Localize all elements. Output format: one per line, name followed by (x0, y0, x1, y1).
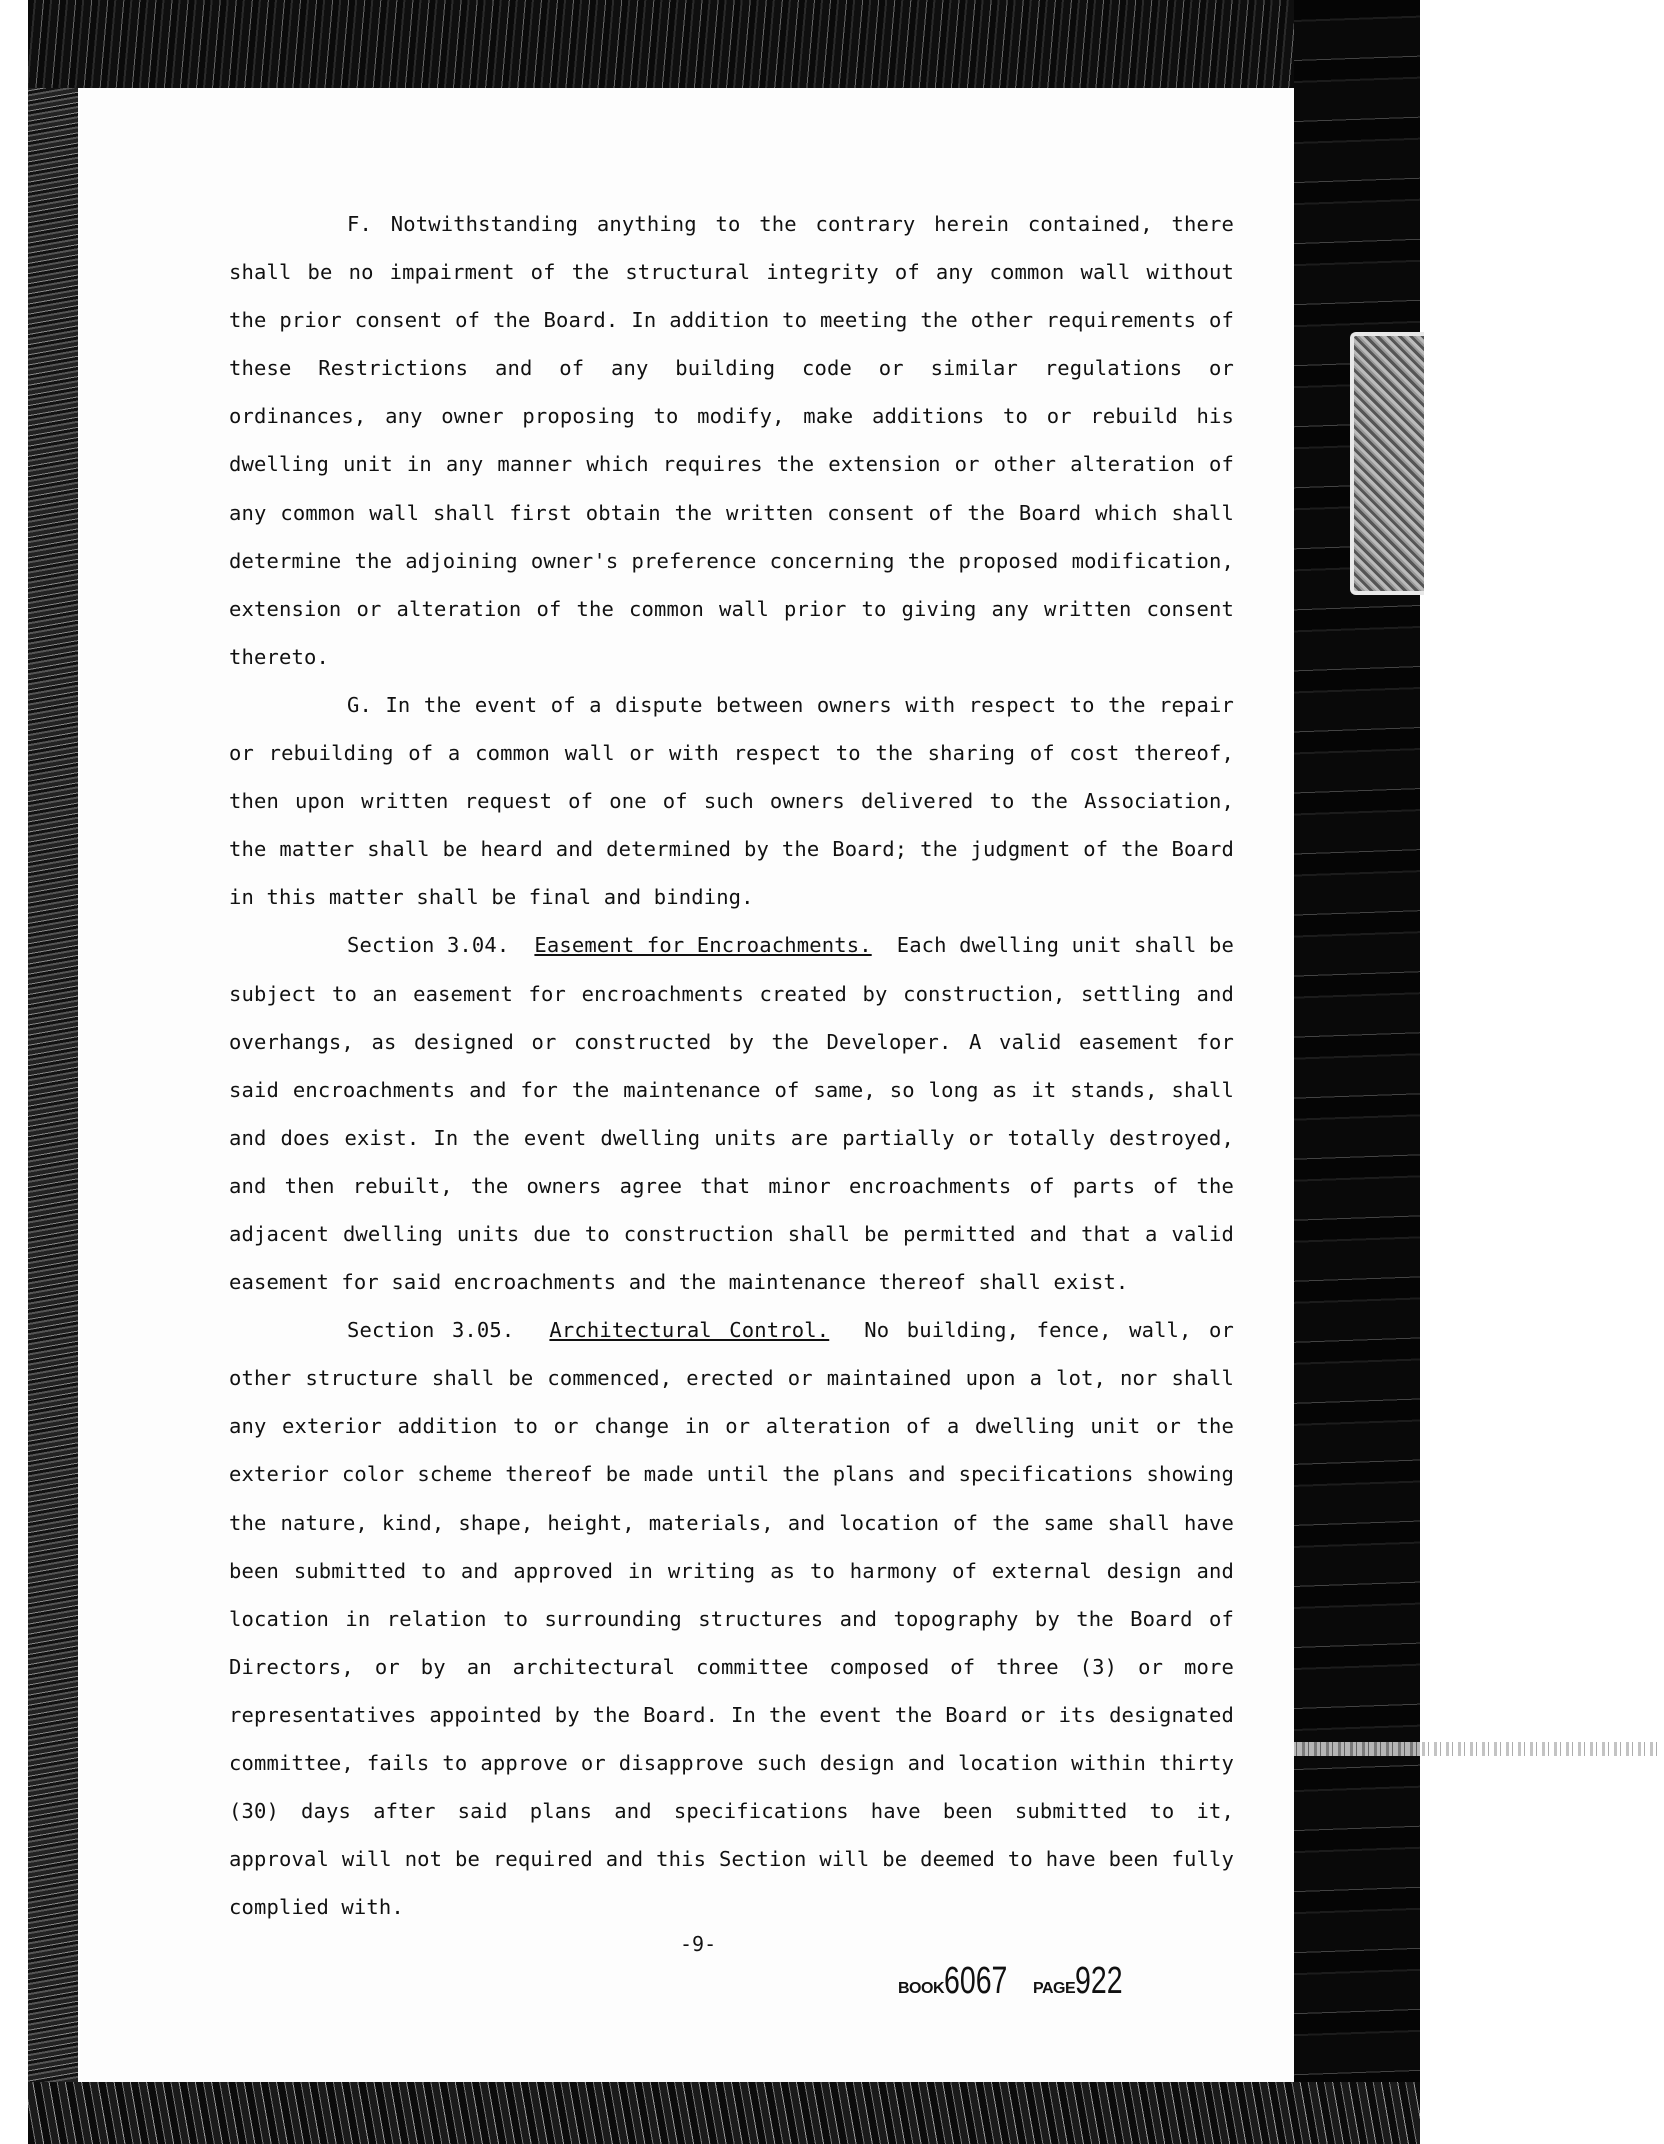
page-number: -9- (680, 1932, 717, 1956)
binder-clip (1350, 332, 1424, 595)
section-3-04: Section 3.04. Easement for Encroachments. Each dwelling unit shall be subject to an easement for encroachments created by construction, settling and overhangs, as designed or constructed by the Developer. A valid easement for said encroachments and for the maintenance of same, so long as it stands, shall and does exist. In the event dwelling units are partially or totally destroyed, and then rebuilt, the owners agree that minor encroachments of parts of the adjacent dwelling units due to construction shall be permitted and that a valid easement for said encroachments and the maintenance thereof shall exist. (229, 933, 1234, 1295)
scan-smudge (1230, 1742, 1660, 1756)
section-heading: Easement for Encroachments. (534, 933, 872, 958)
paragraph-f: F. Notwithstanding anything to the contrary herein contained, there shall be no impairment of the structural integrity of any common wall without the prior consent of the Board. In addition to meeting the other requirements of these Restrictions and of any building code or similar regulations or ordinances, any owner proposing to modify, make additions to or rebuild his dwelling unit in any manner which requires the extension or other alteration of any common wall shall first obtain the written consent of the Board which shall determine the adjoining owner's preference concerning the proposed modification, extension or alteration of the common wall prior to giving any written consent thereto. (229, 212, 1234, 669)
section-heading: Architectural Control. (549, 1318, 830, 1343)
scan-border-bottom (28, 2082, 1420, 2144)
section-label: Section 3.05. (347, 1318, 515, 1343)
book-label: BOOK (898, 1980, 944, 1997)
scan-border-right (1294, 0, 1420, 2144)
document-body (229, 200, 1234, 1931)
paragraph-g: G. In the event of a dispute between owners with respect to the repair or rebuilding of a common wall or with respect to the sharing of cost thereof, then upon written request of one of such owners delivered to the Association, the matter shall be heard and determined by the Board; the judgment of the Board in this matter shall be final and binding. (229, 692, 1234, 910)
scan-border-left (28, 0, 78, 2144)
page-label: PAGE (1033, 1980, 1076, 1997)
section-3-05: Section 3.05. Architectural Control. No building, fence, wall, or other structure shall be commenced, erected or maintained upon a lot, nor shall any exterior addition to or change in or alteration of a dwelling unit or the exterior color scheme thereof be made until the plans and specifications showing the nature, kind, shape, height, materials, and location of the same shall have been submitted to and approved in writing as to harmony of external design and location in relation to surrounding structures and topography by the Board of Directors, or by an architectural committee composed of three (3) or more representatives appointed by the Board. In the event the Board or its designated committee, fails to approve or disapprove such design and location within thirty (30) days after said plans and specifications have been submitted to it, approval will not be required and this Section will be deemed to have been fully complied with. (229, 1318, 1235, 1920)
recording-stamp (898, 1960, 1139, 2003)
recording-page-number: 922 (1075, 1960, 1123, 2002)
scan-border-top (28, 0, 1420, 88)
section-label: Section 3.04. (347, 933, 510, 958)
book-number: 6067 (944, 1960, 1008, 2002)
